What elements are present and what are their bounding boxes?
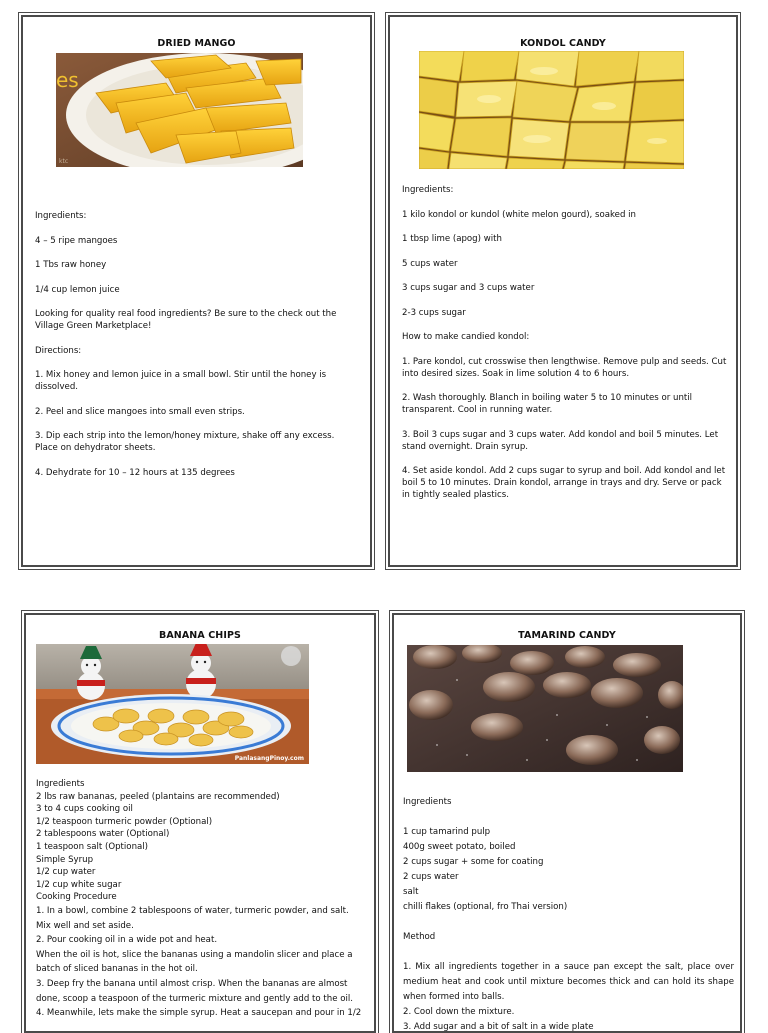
ingredient-line: 400g sweet potato, boiled bbox=[403, 842, 516, 852]
recipe-card-banana-chips bbox=[24, 613, 376, 1033]
recipe-text bbox=[403, 795, 734, 1033]
ingredient-line: 2 cups sugar + some for coating bbox=[403, 857, 544, 867]
direction-step: 4. Dehydrate for 10 – 12 hours at 135 degrees bbox=[35, 467, 235, 478]
ingredient-line: 1/2 cup water bbox=[36, 867, 96, 878]
ingredient-line: 1/2 teaspoon turmeric powder (Optional) bbox=[36, 816, 213, 827]
tamarind-candy-photo bbox=[407, 645, 683, 772]
card-title: DRIED MANGO bbox=[157, 38, 236, 49]
banana-chips-photo bbox=[36, 644, 309, 764]
direction-step: 3. Boil 3 cups sugar and 3 cups water. Add kondol and boil 5 minutes. Let stand overnight. Drain syrup. bbox=[402, 429, 719, 452]
watermark-text: es bbox=[56, 68, 79, 92]
ingredient-line: 1 tbsp lime (apog) with bbox=[402, 234, 502, 244]
direction-step: 1. Mix honey and lemon juice in a small bowl. Stir until the honey is dissolved. bbox=[35, 370, 327, 392]
method-step: 1. Mix all ingredients together in a sauce pan except the salt, place over medium heat and cook until mixture becomes thick and can hold its shape when formed into balls. bbox=[403, 962, 734, 1002]
ingredient-line: 1 teaspoon salt (Optional) bbox=[36, 841, 149, 852]
procedure-line: 3. Deep fry the banana until almost crisp. When the bananas are almost bbox=[36, 978, 348, 989]
promo-line: Looking for quality real food ingredients? Be sure to the check out the Village Green Marketplace! bbox=[35, 309, 337, 331]
syrup-heading: Simple Syrup bbox=[36, 854, 94, 865]
recipe-card-dried-mango bbox=[21, 15, 372, 567]
ingredients-heading: Ingredients bbox=[403, 797, 452, 807]
ingredient-line: 5 cups water bbox=[402, 258, 458, 269]
method-heading: How to make candied kondol: bbox=[402, 332, 530, 342]
ingredient-line: 1/4 cup lemon juice bbox=[35, 284, 120, 295]
direction-step: 1. Pare kondol, cut crosswise then lengthwise. Remove pulp and seeds. Cut into desired sizes. Soak in lime solution 4 to 6 hours. bbox=[402, 356, 727, 379]
card-title: KONDOL CANDY bbox=[520, 38, 606, 49]
ingredient-line: 1 kilo kondol or kundol (white melon gourd), soaked in bbox=[402, 209, 636, 220]
procedure-line: Mix well and set aside. bbox=[36, 920, 134, 931]
photo-credit: ktc bbox=[59, 158, 69, 165]
directions-heading: Directions: bbox=[35, 345, 82, 356]
method-step: 2. Cool down the mixture. bbox=[403, 1007, 515, 1017]
ingredient-line: 2-3 cups sugar bbox=[402, 307, 466, 318]
procedure-line: When the oil is hot, slice the bananas using a mandolin slicer and place a bbox=[36, 949, 353, 960]
procedure-line: done, scoop a teaspoon of the turmeric mixture and gently add to the oil. bbox=[36, 993, 353, 1004]
ingredient-line: 2 tablespoons water (Optional) bbox=[36, 829, 170, 840]
ingredient-line: 4 – 5 ripe mangoes bbox=[35, 235, 118, 246]
recipe-text bbox=[36, 778, 372, 1020]
card-title: BANANA CHIPS bbox=[159, 630, 241, 641]
ingredients-heading: Ingredients: bbox=[402, 185, 454, 195]
recipe-card-kondol-candy bbox=[388, 15, 738, 567]
procedure-heading: Cooking Procedure bbox=[36, 892, 117, 903]
photo-credit: PanlasangPinoy.com bbox=[234, 755, 304, 762]
ingredient-line: 3 cups sugar and 3 cups water bbox=[402, 283, 535, 293]
direction-step: 4. Set aside kondol. Add 2 cups sugar to syrup and boil. Add kondol and let boil 5 to 10 minutes. Drain kondol, arrange in trays and dry. Serve or pack in tightly sealed plastics. bbox=[402, 466, 726, 500]
procedure-line: 4. Meanwhile, lets make the simple syrup. Heat a saucepan and pour in 1/2 bbox=[36, 1008, 362, 1019]
ingredient-line: 3 to 4 cups cooking oil bbox=[36, 804, 133, 815]
ingredient-line: 1 cup tamarind pulp bbox=[403, 827, 491, 837]
ingredients-heading: Ingredients bbox=[36, 779, 85, 789]
ingredient-line: 1 Tbs raw honey bbox=[35, 260, 107, 270]
recipe-text bbox=[402, 184, 732, 514]
method-step: 3. Add sugar and a bit of salt in a wide plate bbox=[403, 1022, 594, 1032]
ingredients-heading: Ingredients: bbox=[35, 211, 87, 221]
method-heading: Method bbox=[403, 932, 436, 942]
procedure-line: batch of sliced bananas in the hot oil. bbox=[36, 964, 198, 975]
direction-step: 2. Peel and slice mangoes into small even strips. bbox=[35, 406, 245, 417]
card-title: TAMARIND CANDY bbox=[518, 630, 616, 641]
ingredient-line: 2 cups water bbox=[403, 872, 459, 882]
recipe-text bbox=[35, 210, 353, 491]
procedure-line: 2. Pour cooking oil in a wide pot and heat. bbox=[36, 935, 218, 946]
ingredient-line: 2 lbs raw bananas, peeled (plantains are recommended) bbox=[36, 791, 280, 802]
dried-mango-photo bbox=[56, 53, 303, 167]
direction-step: 2. Wash thoroughly. Blanch in boiling water 5 to 10 minutes or until transparent. Cool in running water. bbox=[402, 393, 693, 415]
recipe-card-tamarind-candy bbox=[392, 613, 742, 1033]
kondol-candy-photo bbox=[419, 51, 684, 169]
ingredient-line: chilli flakes (optional, fro Thai version) bbox=[403, 902, 568, 912]
procedure-line: 1. In a bowl, combine 2 tablespoons of water, turmeric powder, and salt. bbox=[36, 905, 349, 916]
direction-step: 3. Dip each strip into the lemon/honey mixture, shake off any excess. Place on dehydrator sheets. bbox=[35, 431, 335, 453]
ingredient-line: 1/2 cup white sugar bbox=[36, 879, 122, 890]
ingredient-line: salt bbox=[403, 887, 419, 897]
